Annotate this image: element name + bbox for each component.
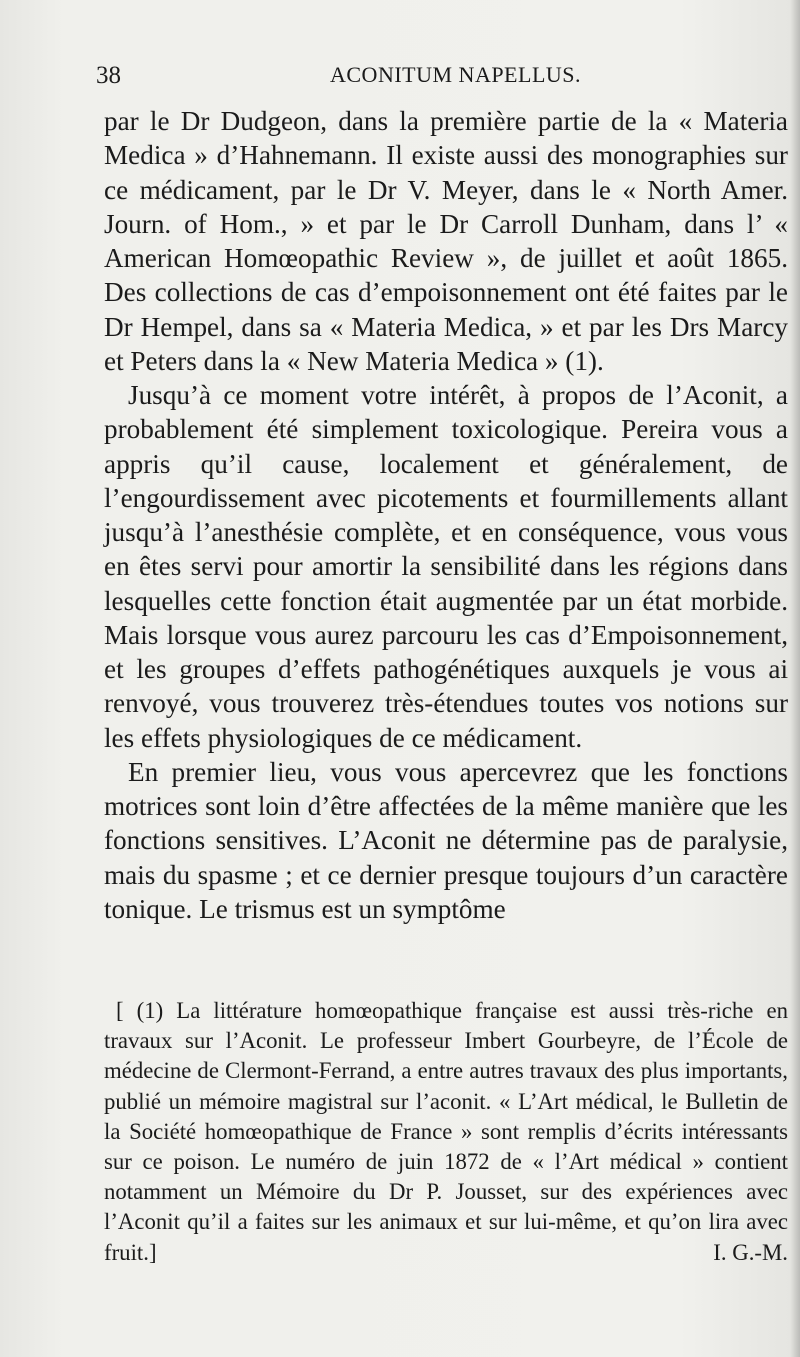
footnote xyxy=(104,996,788,1268)
page-edge-shadow xyxy=(790,0,800,1357)
paragraph: Jusqu’à ce moment votre intérêt, à propos de l’Aconit, a probablement été simplement toxicologique. Pereira vous a appris qu’il cause, localement et généralement, de l’engourdissement avec picotements et fourmillements allant jusqu’à l’anesthésie complète, et en conséquence, vous vous en êtes servi pour amortir la sensibilité dans les régions dans lesquelles cette fonction était augmentée par un état morbide. Mais lorsque vous aurez parcouru les cas d’Empoisonnement, et les groupes d’effets pathogénétiques auxquels je vous ai renvoyé, vous trouverez très-étendues toutes vos notions sur les effets physiologiques de ce médicament. xyxy=(104,380,788,753)
page-header xyxy=(96,62,786,96)
running-title: ACONITUM NAPELLUS. xyxy=(330,62,581,87)
main-text xyxy=(104,104,788,926)
paragraph: En premier lieu, vous vous apercevrez que les fonctions motrices sont loin d’être affectées de la même manière que les fonctions sensitives. L’Aconit ne détermine pas de paralysie, mais du spasme ; et ce dernier presque toujours d’un caractère tonique. Le trismus est un symptôme xyxy=(104,756,788,924)
page-number: 38 xyxy=(96,62,121,89)
footnote-signature: I. G.-M. xyxy=(713,1239,788,1265)
footnote-text: [ (1) La littérature homœopathique française est aussi très-riche en travaux sur l’Aconit. Le professeur Imbert Gourbeyre, de l’École de médecine de Clermont-Ferrand, a entre autres travaux des plus importants, publié un mémoire magistral sur l’aconit. « L’Art médical, le Bulletin de la Société homœopathique de France » sont remplis d’écrits intéressants sur ce poison. Le numéro de juin 1872 de « l’Art médical » contient notamment un Mémoire du Dr P. Jousset, sur des expériences avec l’Aconit qu’il a faites sur les animaux et sur lui-même, et qu’on lira avec fruit.] xyxy=(104,998,788,1265)
paragraph: par le Dr Dudgeon, dans la première partie de la « Materia Medica » d’Hahnemann. Il existe aussi des monographies sur ce médicament, par le Dr V. Meyer, dans le « North Amer. Journ. of Hom., » et par le Dr Carroll Dunham, dans l’ « American Homœopathic Review », de juillet et août 1865. Des collections de cas d’empoisonnement ont été faites par le Dr Hempel, dans sa « Materia Medica, » et par les Drs Marcy et Peters dans la « New Materia Medica » (1). xyxy=(104,106,788,376)
